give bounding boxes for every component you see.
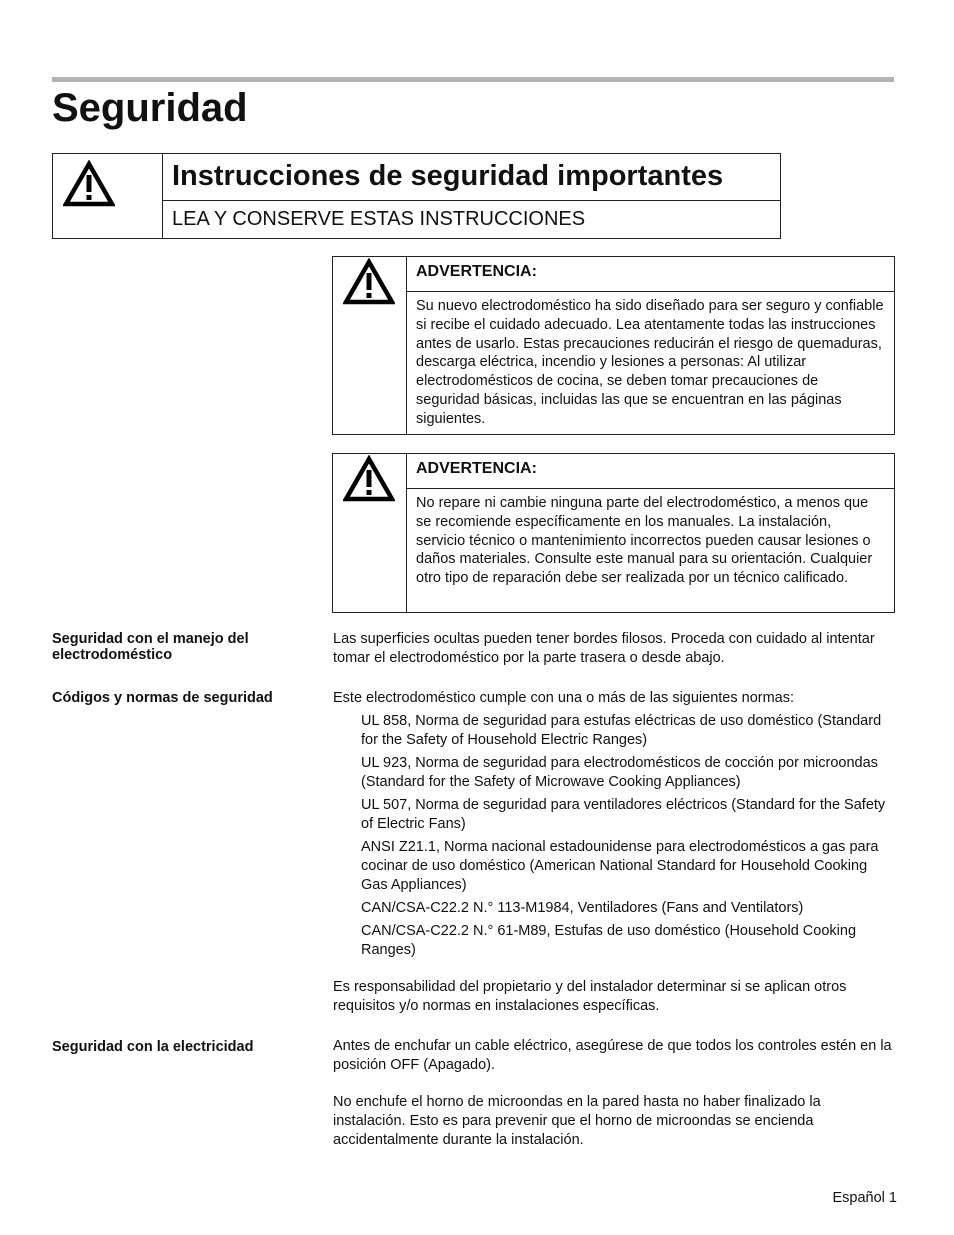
warning-text: Su nuevo electrodoméstico ha sido diseñado para ser seguro y confiable si recibe el cuidado adecuado. Lea atentamente todas las instrucciones antes de usarlo. Estas precauciones reducirán el riesgo de quemaduras, descarga eléctrica, incendio y lesiones a personas: Al utilizar electrodomésticos de cocina, se deben tomar precauciones de seguridad básicas, incluidas las que se encuentran en las páginas siguientes. <box>416 298 884 427</box>
top-rule <box>52 77 894 82</box>
divider <box>407 291 894 292</box>
warning-title: ADVERTENCIA: <box>416 460 537 477</box>
page-footer: Español 1 <box>832 1190 897 1206</box>
list-item: UL 923, Norma de seguridad para electrodomésticos de cocción por microondas (Standard for the Safety of Microwave Cooking Appliances) <box>361 755 878 790</box>
list-item: UL 858, Norma de seguridad para estufas eléctricas de uso doméstico (Standard for the Safety of Household Electric Ranges) <box>361 713 882 748</box>
section-label-codes: Códigos y normas de seguridad <box>52 690 273 706</box>
warning-icon-cell <box>333 454 407 612</box>
warning-triangle-icon <box>63 160 115 208</box>
important-subheading: LEA Y CONSERVE ESTAS INSTRUCCIONES <box>172 208 586 230</box>
divider <box>163 200 780 201</box>
section-label-handling: Seguridad con el manejo del electrodoméstico <box>52 631 249 663</box>
important-icon-cell <box>53 154 163 238</box>
section-text-electric-1: Antes de enchufar un cable eléctrico, asegúrese de que todos los controles estén en la posición OFF (Apagado). <box>333 1038 892 1073</box>
list-item: CAN/CSA-C22.2 N.° 113-M1984, Ventiladores (Fans and Ventilators) <box>361 900 804 917</box>
page-title: Seguridad <box>52 86 248 130</box>
important-instructions-box <box>52 153 781 239</box>
divider <box>407 488 894 489</box>
warning-title: ADVERTENCIA: <box>416 263 537 280</box>
section-intro-codes: Este electrodoméstico cumple con una o más de las siguientes normas: <box>333 690 795 706</box>
standards-list <box>361 712 895 965</box>
warning-triangle-icon <box>343 258 395 306</box>
list-item: UL 507, Norma de seguridad para ventiladores eléctricos (Standard for the Safety of Electric Fans) <box>361 797 886 832</box>
warning-text: No repare ni cambie ninguna parte del electrodoméstico, a menos que se recomiende específicamente en los manuales. La instalación, servicio técnico o mantenimiento incorrectos pueden causar lesiones o daños materiales. Consulte este manual para su orientación. Cualquier otro tipo de reparación debe ser realizada por un técnico calificado. <box>416 495 873 587</box>
important-heading: Instrucciones de seguridad importantes <box>172 160 724 192</box>
warning-triangle-icon <box>343 455 395 503</box>
section-closing-codes: Es responsabilidad del propietario y del instalador determinar si se aplican otros requisitos y/o normas en instalaciones específicas. <box>333 979 847 1014</box>
warning-box <box>332 256 895 435</box>
list-item: ANSI Z21.1, Norma nacional estadounidense para electrodomésticos a gas para cocinar de uso doméstico (American National Standard for Household Cooking Gas Appliances) <box>361 839 879 893</box>
list-item: CAN/CSA-C22.2 N.° 61-M89, Estufas de uso doméstico (Household Cooking Ranges) <box>361 923 857 959</box>
warning-icon-cell <box>333 257 407 434</box>
section-text-electric-2: No enchufe el horno de microondas en la pared hasta no haber finalizado la instalación. Esto es para prevenir que el horno de microondas se encienda accidentalmente durante la instalación. <box>333 1094 821 1148</box>
section-label-electric: Seguridad con la electricidad <box>52 1039 254 1055</box>
section-text-handling: Las superficies ocultas pueden tener bordes filosos. Proceda con cuidado al intentar tomar el electrodoméstico por la parte trasera o desde abajo. <box>333 631 875 666</box>
warning-box <box>332 453 895 613</box>
